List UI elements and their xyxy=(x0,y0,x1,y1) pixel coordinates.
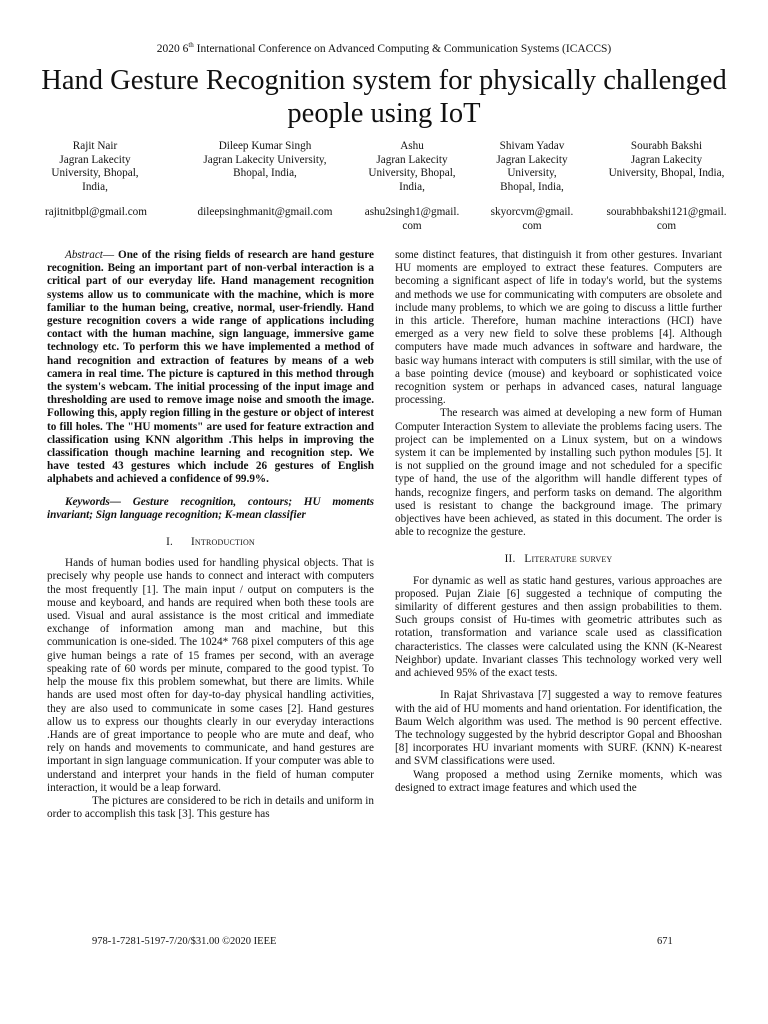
keywords: Keywords— Gesture recognition, contours; HU moments invariant; Sign language recognition; K-mean classifier xyxy=(47,495,374,521)
author-affiliation: Jagran Lakecity University, xyxy=(203,153,327,166)
author-affiliation: India, xyxy=(82,180,108,193)
right-column xyxy=(395,249,722,795)
author-5 xyxy=(595,140,738,232)
author-2 xyxy=(180,140,350,218)
author-name: Rajit Nair xyxy=(72,140,118,152)
author-email: sourabhbakshi121@gmail. com xyxy=(606,206,727,232)
right-paragraph-2: The research was aimed at developing a new form of Human Computer Interaction System to alleviate the problems facing users. The project can be implemented on a Linux system, but on a windows system it can be implemented by installing such python modules [5]. It is not supplied on the ground image and not scheduled for a specific type of hand, the use of the algorithm will handle different types of hands, recognize fingers, and perform tasks on demand. The algorithm used is resistant to change the background image. The primary objectives have been achieved, as stated in this document. The order is able to recognize the gesture. xyxy=(395,407,722,539)
conference-header: 2020 6th International Conference on Advanced Computing & Communication Systems (ICACCS) xyxy=(156,41,612,55)
author-email: skyorcvm@gmail. com xyxy=(490,206,574,232)
section-heading-literature-survey: II. Literature survey xyxy=(504,553,613,566)
paper-title: Hand Gesture Recognition system for physically challenged people using IoT xyxy=(41,65,727,129)
keywords-text: Gesture recognition, contours; HU moments invariant; Sign language recognition; K-mean classifier xyxy=(47,495,374,521)
author-affiliation: Bhopal, India, xyxy=(233,167,297,179)
author-affiliation: Bhopal, India, xyxy=(500,180,564,193)
author-name: Sourabh Bakshi xyxy=(630,140,703,152)
author-affiliation: Jagran Lakecity xyxy=(59,153,131,166)
author-affiliation: University, Bhopal, xyxy=(51,167,139,179)
literature-paragraph-2: In Rajat Shrivastava [7] suggested a way to remove features with the aid of HU moments and hand orientation. For identification, the Baum Welch algorithm was used. The method is 90 percent effective. The technology suggested by the hybrid descriptor Gopal and Bhooshan [8] incorporates HU invariant moments with SURF. (KNN) K-nearest and SVM classifications were used. xyxy=(395,689,722,768)
author-affiliation: Jagran Lakecity xyxy=(376,153,448,166)
author-1 xyxy=(45,140,147,218)
author-affiliation: Jagran Lakecity xyxy=(496,153,568,166)
author-block xyxy=(45,140,738,235)
abstract: Abstract— One of the rising fields of research are hand gesture recognition. Being an important part of non-verbal interaction is a critical part of our everyday life. Hand management recognition systems allow us to communicate with the machine, which is more familiar to the human being, creative, normal, user-friendly. Hand gesture recognition covers a wide range of applications including contact with the human machine, sign language, immersive game technology etc. To perform this we have implemented a method of hand recognition and extraction of features by means of a web camera in real time. The picture is captured in this method through the system's webcam. The initial processing of the input image and thresholding are used to remove image noise and smooth the image. Following this, apply region filling in the gesture or object of interest to fill holes. The "HU moments" are used for feature extraction and classification using KNN algorithm .This helps in improving the classification though machine learning and recognition step. We have tested 43 gestures which include 26 gestures of English alphabets and achieved a confidence of 99.9%. xyxy=(47,249,374,486)
author-affiliation: University, Bhopal, India, xyxy=(608,167,725,179)
author-email: ashu2singh1@gmail. com xyxy=(364,206,460,232)
author-affiliation: University, Bhopal, xyxy=(368,167,456,179)
page-number: 671 xyxy=(657,936,673,947)
keywords-label: Keywords xyxy=(65,495,110,508)
author-name: Shivam Yadav xyxy=(499,140,565,152)
section-heading-introduction: I. Introduction xyxy=(166,536,255,549)
author-4 xyxy=(477,140,587,232)
author-3 xyxy=(357,140,467,232)
intro-paragraph-2: The pictures are considered to be rich in details and uniform in order to accomplish this task [3]. This gesture has xyxy=(47,794,374,821)
author-name: Dileep Kumar Singh xyxy=(218,140,312,152)
abstract-text: One of the rising fields of research are hand gesture recognition. Being an important part of non-verbal interaction is a critical part of our everyday life. Hand management recognition systems allow us to communicate with the machine, which is more familiar to the human being, creative, normal, user-friendly. Hand gesture recognition covers a wide range of applications including contact with the human machine, sign language, immersive game technology etc. To perform this we have implemented a method of hand recognition and extraction of features by means of a web camera in real time. The picture is captured in this method through the system's webcam. The initial processing of the input image and thresholding are used to remove image noise and smooth the image. Following this, apply region filling in the gesture or object of interest to fill holes. The "HU moments" are used for feature extraction and classification using KNN algorithm .This helps in improving the classification though machine learning and recognition step. We have tested 43 gestures which include 26 gestures of English alphabets and achieved a confidence of 99.9%. xyxy=(47,249,374,486)
author-email: dileepsinghmanit@gmail.com xyxy=(197,206,333,218)
author-name: Ashu xyxy=(400,140,424,152)
abstract-label: Abstract xyxy=(65,249,103,261)
left-column xyxy=(47,249,374,821)
intro-paragraph-1: Hands of human bodies used for handling physical objects. That is precisely why people use hands to connect and interact with computers the most frequently [1]. The main input / output on computers is the mouse and keyboard, and hands are required when both these tools are used. Visual and aural assistance is the most critical and immediate exchange of information among man and machine, but this communication is one-sided. The 1024* 768 pixel computers of this age give human beings a rate of 15 frames per second, with an average speaking rate of 60 words per minute, compared to the good typist. To help the mouse fix this problem somewhat, but there are limits. While hands are used most often for day-to-day physical handling activities, they are also used to communicate in some cases [2]. Hand gestures allow us to express our thoughts clearly in our everyday interactions .Hands are of great importance to people who are mute and deaf, who rely on hands and movements to communicate, and hand gestures are important in sign language communication. If your computer was able to understand and interpret your hands in the field of human computer interaction, it would be a leap forward. xyxy=(47,557,374,794)
author-email: rajitnitbpl@gmail.com xyxy=(45,206,147,218)
right-paragraph-1: some distinct features, that distinguish it from other gestures. Invariant HU moments are employed to extract these features. Computers are becoming a significant aspect of life in today's world, but the systems and methods we use for communicating with computers are obsolete and include many problems, to which we are going to discuss a little further in this article. Therefore, human machine interactions (HCI) have emerged as a very new field to solve these problems [4]. Although computers have made much advances in software and hardware, the basic way humans interact with computers is still similar, with the use of a base pointing device (mouse) and keyboard or sophisticated voice recognition system or perhaps in advanced cases, natural language processing. xyxy=(395,249,722,407)
literature-paragraph-1: For dynamic as well as static hand gestures, various approaches are proposed. Pujan Ziaie [6] suggested a technique of computing the similarity of different gestures and then assign probabilities to them. Such groups consist of Hu-times with geometric attributes such as rotation, transformation and variance scale used as classification characteristics. The classes were calculated using the KNN (K-Nearest Neighbor) update. Invariant classes This technology worked very well and achieved 95% of the exact tests. xyxy=(395,574,722,680)
footer-isbn: 978-1-7281-5197-7/20/$31.00 ©2020 IEEE xyxy=(92,936,277,947)
author-affiliation: India, xyxy=(399,180,425,193)
literature-paragraph-3: Wang proposed a method using Zernike moments, which was designed to extract image features and which used the xyxy=(395,768,722,794)
author-affiliation: University, xyxy=(507,167,557,179)
author-affiliation: Jagran Lakecity xyxy=(630,153,703,166)
